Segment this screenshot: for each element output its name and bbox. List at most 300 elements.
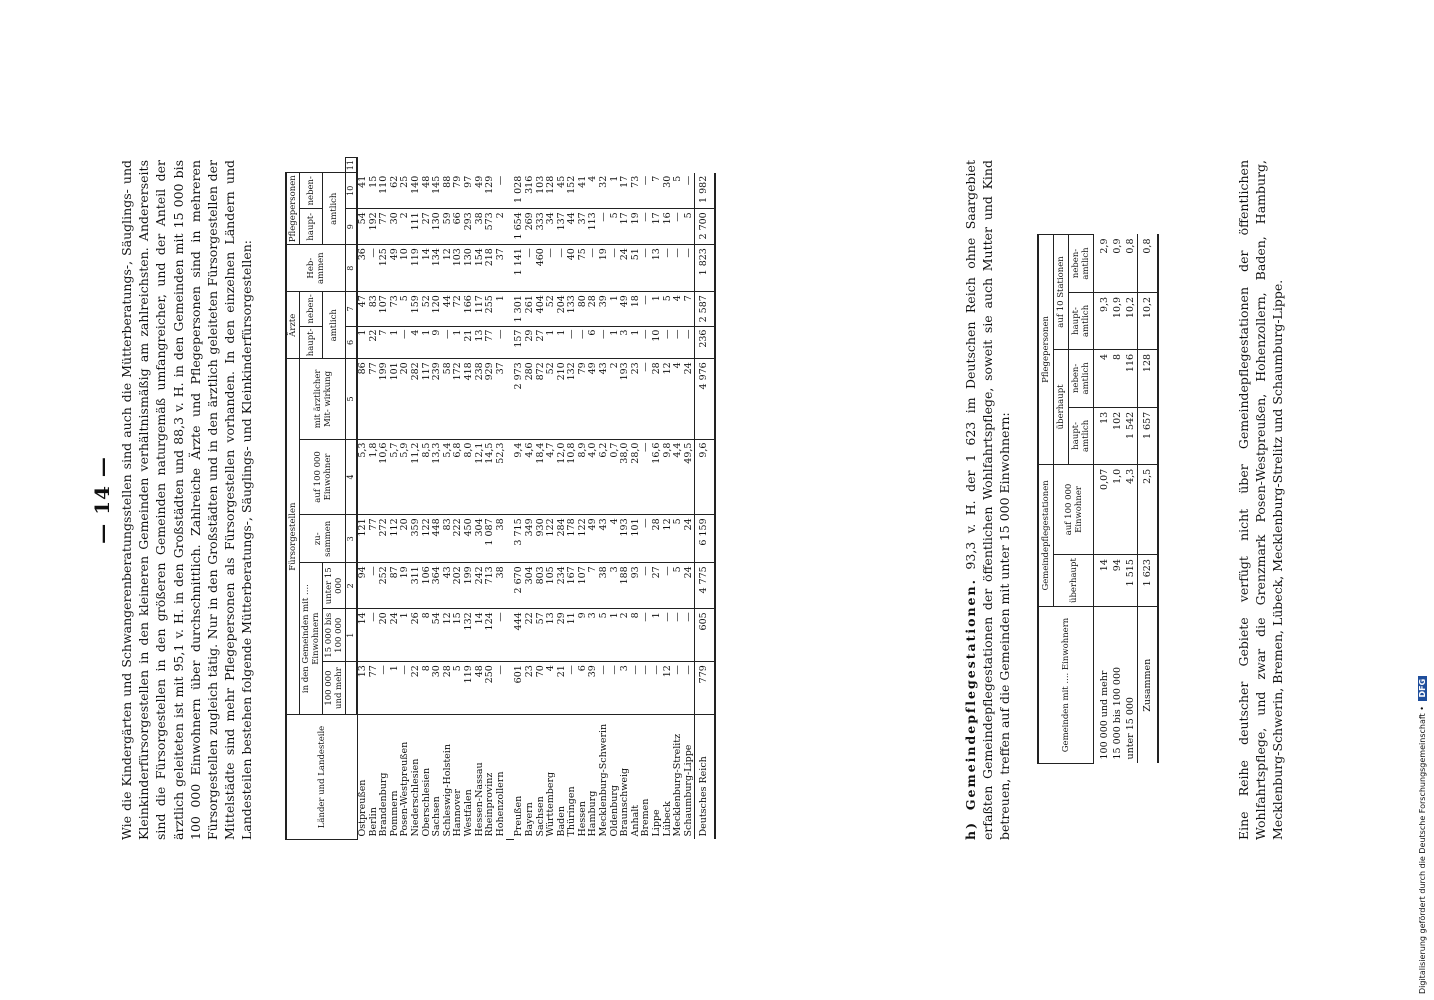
table-cell: 83 bbox=[369, 292, 380, 326]
table-row bbox=[357, 158, 369, 840]
row-label: unter 15 000 bbox=[1124, 607, 1138, 764]
row-label: Westfalen bbox=[464, 715, 475, 840]
table-cell: 4 bbox=[588, 173, 599, 209]
table-cell: 107 bbox=[379, 292, 390, 326]
header-aerzte: Ärzte bbox=[286, 292, 300, 359]
total-cell: 605 bbox=[695, 609, 715, 662]
table-cell: 43 bbox=[599, 515, 610, 563]
table-cell: 6,8 bbox=[453, 439, 464, 515]
final-paragraph: Eine Reihe deutscher Gebiete verfügt nicht über Gemeindepflegestationen der öffentlichen Wohlfahrtspflege, und zwar die Grenzmark Posen-Westpreußen, Hohenzollern, Baden, Hamburg, Mecklenburg-Schwerin, Bremen, Lübeck, Mecklenburg-Strelitz und Schaumburg-Lippe. bbox=[1236, 160, 1286, 840]
table-cell: 14,5 bbox=[485, 439, 496, 515]
row-label: Rheinprovinz bbox=[485, 715, 496, 840]
total-cell: 9,6 bbox=[695, 439, 715, 515]
table-cell: — bbox=[525, 245, 536, 292]
table-cell: 54 bbox=[357, 209, 369, 245]
table-cell: 9,8 bbox=[663, 439, 674, 515]
total-cell: 1 823 bbox=[695, 245, 715, 292]
table-cell: 3 bbox=[620, 326, 631, 359]
table-cell: — bbox=[673, 662, 684, 715]
header-100000-und-mehr: 100 000 und mehr bbox=[323, 662, 346, 715]
column-number: 10 bbox=[346, 173, 358, 209]
table-cell: 5 bbox=[663, 292, 674, 326]
table-cell: 1 028 bbox=[514, 173, 525, 209]
table-cell: 5 bbox=[673, 173, 684, 209]
table-cell: 93 bbox=[631, 563, 642, 609]
table-cell: 117 bbox=[475, 292, 486, 326]
row-label: Brandenburg bbox=[379, 715, 390, 840]
table-cell: 19 bbox=[631, 209, 642, 245]
table-cell: 28,0 bbox=[631, 439, 642, 515]
table-cell: 140 bbox=[411, 173, 422, 209]
table-cell: 5,9 bbox=[400, 439, 411, 515]
table-cell: 39 bbox=[588, 662, 599, 715]
table-cell: 38 bbox=[496, 563, 507, 609]
table-cell: 450 bbox=[464, 515, 475, 563]
table-cell: 9,3 bbox=[1094, 292, 1112, 349]
table-cell: 28 bbox=[652, 515, 663, 563]
table-cell: 5 bbox=[453, 662, 464, 715]
table-cell: 573 bbox=[485, 209, 496, 245]
table-cell: 24 bbox=[684, 515, 695, 563]
table-cell: — bbox=[641, 326, 652, 359]
table-cell: 112 bbox=[390, 515, 401, 563]
table-cell: 128 bbox=[546, 173, 557, 209]
row-label: 100 000 und mehr bbox=[1094, 607, 1112, 764]
table-cell: 130 bbox=[432, 209, 443, 245]
table-cell: 199 bbox=[464, 563, 475, 609]
table-cell: — bbox=[610, 245, 621, 292]
total-cell: 4 775 bbox=[695, 563, 715, 609]
table-cell: 2 bbox=[610, 359, 621, 439]
table-cell: 3 bbox=[610, 563, 621, 609]
table-cell: 282 bbox=[411, 359, 422, 439]
header-pflege-neben: neben- bbox=[300, 173, 323, 209]
row-label: Oberschlesien bbox=[422, 715, 433, 840]
table-cell: 2 670 bbox=[514, 563, 525, 609]
table-cell: — bbox=[684, 609, 695, 662]
row-label: Schaumburg-Lippe bbox=[684, 715, 695, 840]
t2-header-auf-100000: auf 100 000 Einwohner bbox=[1054, 464, 1094, 554]
table-cell: 1 087 bbox=[485, 515, 496, 563]
table-cell: 222 bbox=[453, 515, 464, 563]
table-cell: 8,9 bbox=[578, 439, 589, 515]
table-cell: 113 bbox=[588, 209, 599, 245]
table-cell: 16 bbox=[663, 209, 674, 245]
table-cell: 30 bbox=[432, 662, 443, 715]
table-row bbox=[525, 158, 536, 840]
table-cell: 57 bbox=[536, 609, 547, 662]
table-cell: 125 bbox=[379, 245, 390, 292]
table-cell: 404 bbox=[536, 292, 547, 326]
table-cell: 79 bbox=[578, 359, 589, 439]
table-cell: 103 bbox=[453, 245, 464, 292]
table-cell: 6 bbox=[588, 326, 599, 359]
table-cell: 26 bbox=[411, 609, 422, 662]
header-15000-bis-100000: 15 000 bis 100 000 bbox=[323, 609, 346, 662]
column-number: 3 bbox=[346, 515, 358, 563]
table-cell: 333 bbox=[536, 209, 547, 245]
table-cell: — bbox=[631, 662, 642, 715]
table-cell: 7 bbox=[588, 563, 599, 609]
table-cell: 166 bbox=[464, 292, 475, 326]
total-cell: 2,5 bbox=[1138, 464, 1159, 554]
table-cell: 14 bbox=[475, 609, 486, 662]
table-cell: — bbox=[369, 563, 380, 609]
table-row bbox=[496, 158, 507, 840]
table-cell: — bbox=[673, 326, 684, 359]
table-cell: 18,4 bbox=[536, 439, 547, 515]
table-cell: 24 bbox=[620, 245, 631, 292]
total-row bbox=[1138, 235, 1159, 764]
header-aerzte-neben: neben- bbox=[300, 292, 323, 326]
table-cell: 37 bbox=[496, 245, 507, 292]
table-cell: 43 bbox=[443, 563, 454, 609]
table-cell: 4 bbox=[1094, 349, 1112, 407]
table-cell: 47 bbox=[357, 292, 369, 326]
table-row bbox=[684, 158, 695, 840]
row-label: Lübeck bbox=[663, 715, 674, 840]
table-cell: 304 bbox=[475, 515, 486, 563]
table-cell: 154 bbox=[475, 245, 486, 292]
table-cell: 145 bbox=[432, 173, 443, 209]
row-label: Hohenzollern bbox=[496, 715, 507, 840]
table-cell: 1 bbox=[496, 292, 507, 326]
total-label: Deutsches Reich bbox=[695, 715, 715, 840]
table-cell: 167 bbox=[567, 563, 578, 609]
table-cell: 8 bbox=[1111, 349, 1124, 407]
table-cell: 49 bbox=[588, 359, 599, 439]
column-number: 4 bbox=[346, 439, 358, 515]
table-cell: 17 bbox=[620, 209, 631, 245]
table-cell: 7 bbox=[652, 173, 663, 209]
table-cell: 129 bbox=[485, 173, 496, 209]
total-row bbox=[695, 158, 715, 840]
gemeindepflegestationen-table-body bbox=[1094, 235, 1159, 764]
total-cell: 1 982 bbox=[695, 173, 715, 209]
table-cell: 9,4 bbox=[514, 439, 525, 515]
table-cell: 24 bbox=[684, 359, 695, 439]
total-cell: 236 bbox=[695, 326, 715, 359]
table-cell: — bbox=[400, 662, 411, 715]
table-cell: 70 bbox=[536, 662, 547, 715]
table-cell: 803 bbox=[536, 563, 547, 609]
column-number: 8 bbox=[346, 245, 358, 292]
table-row bbox=[673, 158, 684, 840]
table-cell: 1 bbox=[390, 326, 401, 359]
table-cell: 250 bbox=[485, 662, 496, 715]
table-cell: 27 bbox=[536, 326, 547, 359]
table-cell: 132 bbox=[464, 609, 475, 662]
section-h-title: h) Gemeindepflegestationen. bbox=[963, 578, 978, 840]
page-number: — 14 — bbox=[90, 456, 114, 544]
table-cell: 133 bbox=[567, 292, 578, 326]
table-cell: 444 bbox=[514, 609, 525, 662]
table-cell: 94 bbox=[1111, 555, 1124, 607]
table-cell: — bbox=[546, 245, 557, 292]
table-cell: 13 bbox=[1094, 407, 1112, 464]
table-cell: 1 bbox=[422, 326, 433, 359]
gemeindepflegestationen-table bbox=[1037, 234, 1159, 764]
total-cell: 1 623 bbox=[1138, 555, 1159, 607]
table-cell: 88 bbox=[443, 173, 454, 209]
table-cell: 193 bbox=[620, 515, 631, 563]
table-cell: 29 bbox=[525, 326, 536, 359]
table-cell: 1 bbox=[610, 173, 621, 209]
header-aerzte-haupt: haupt- bbox=[300, 326, 323, 359]
table-row bbox=[599, 158, 610, 840]
table-cell: 12 bbox=[663, 662, 674, 715]
table-cell: — bbox=[641, 563, 652, 609]
table-cell: 49,5 bbox=[684, 439, 695, 515]
table-cell: 12 bbox=[443, 609, 454, 662]
table-cell: 32 bbox=[599, 173, 610, 209]
table-cell: — bbox=[496, 662, 507, 715]
table-cell: 12 bbox=[663, 515, 674, 563]
header-laender: Länder und Landesteile bbox=[286, 715, 357, 840]
table-cell: 52 bbox=[546, 292, 557, 326]
table-cell: — bbox=[663, 326, 674, 359]
table-cell: 5,3 bbox=[357, 439, 369, 515]
table-cell: — bbox=[567, 662, 578, 715]
table-cell: 6 bbox=[578, 662, 589, 715]
table-cell: 14 bbox=[1094, 555, 1112, 607]
table-cell: 0,7 bbox=[610, 439, 621, 515]
table-cell: — bbox=[652, 662, 663, 715]
table-cell: 30 bbox=[663, 173, 674, 209]
table-cell: — bbox=[641, 662, 652, 715]
table-cell: 43 bbox=[599, 359, 610, 439]
table-cell: 22 bbox=[411, 662, 422, 715]
table-cell: — bbox=[610, 662, 621, 715]
table-cell: 7 bbox=[379, 326, 390, 359]
table-cell: 8 bbox=[422, 609, 433, 662]
dfg-logo: DFG bbox=[1418, 676, 1427, 701]
table-cell: 202 bbox=[453, 563, 464, 609]
table-cell: 1 bbox=[631, 326, 642, 359]
table-cell: 172 bbox=[453, 359, 464, 439]
table-cell: 157 bbox=[514, 326, 525, 359]
table-cell: — bbox=[599, 662, 610, 715]
table-cell: 0,07 bbox=[1094, 464, 1112, 554]
table-cell: 5 bbox=[610, 209, 621, 245]
table-cell: 5,7 bbox=[390, 439, 401, 515]
table-cell: 59 bbox=[443, 209, 454, 245]
table-cell: — bbox=[496, 173, 507, 209]
t2-header-gemeinden: Gemeinden mit .... Einwohnern bbox=[1038, 607, 1094, 764]
table-cell: 239 bbox=[432, 359, 443, 439]
table-cell: — bbox=[400, 326, 411, 359]
row-label: Hessen-Nassau bbox=[475, 715, 486, 840]
table-cell: 86 bbox=[357, 359, 369, 439]
row-label: Berlin bbox=[369, 715, 380, 840]
row-label: Mecklenburg-Strelitz bbox=[673, 715, 684, 840]
table-cell: 930 bbox=[536, 515, 547, 563]
table-cell: 9 bbox=[432, 326, 443, 359]
row-label: Niederschlesien bbox=[411, 715, 422, 840]
row-label: Sachsen bbox=[432, 715, 443, 840]
table-cell: 15 bbox=[369, 173, 380, 209]
table-cell: 460 bbox=[536, 245, 547, 292]
table-cell: 1 515 bbox=[1124, 555, 1138, 607]
table-cell: 12,0 bbox=[557, 439, 568, 515]
table-cell: 3 715 bbox=[514, 515, 525, 563]
table-cell: 132 bbox=[567, 359, 578, 439]
table-cell: 0,8 bbox=[1124, 235, 1138, 293]
row-label: Oldenburg bbox=[610, 715, 621, 840]
row-label: Hannover bbox=[453, 715, 464, 840]
table-cell: 4,3 bbox=[1124, 464, 1138, 554]
table-cell: 37 bbox=[496, 359, 507, 439]
table-cell: — bbox=[663, 609, 674, 662]
table-cell: 52 bbox=[546, 359, 557, 439]
table-row bbox=[514, 158, 525, 840]
table-cell: — bbox=[379, 662, 390, 715]
table-cell: 1 bbox=[610, 292, 621, 326]
table-cell: 311 bbox=[411, 563, 422, 609]
table-cell: 4 bbox=[610, 515, 621, 563]
table-cell: 122 bbox=[422, 515, 433, 563]
table-cell: 27 bbox=[422, 209, 433, 245]
table-cell: 13,3 bbox=[432, 439, 443, 515]
table-cell: — bbox=[496, 609, 507, 662]
dfg-credit-text: Digitalisierung gefördert durch die Deutsche Forschungsgemeinschaft bbox=[1418, 713, 1427, 994]
table-cell: 8,5 bbox=[422, 439, 433, 515]
table-cell: 12 bbox=[443, 245, 454, 292]
table-cell: 3 bbox=[588, 609, 599, 662]
table-cell: 1 bbox=[390, 662, 401, 715]
total-cell: 2 587 bbox=[695, 292, 715, 326]
table-row bbox=[578, 158, 589, 840]
table-cell: 872 bbox=[536, 359, 547, 439]
table-cell: — bbox=[673, 245, 684, 292]
table-cell: 18 bbox=[631, 292, 642, 326]
table-row bbox=[1094, 235, 1112, 764]
table-cell: 2 bbox=[400, 209, 411, 245]
table-cell: 58 bbox=[443, 359, 454, 439]
table-row bbox=[631, 158, 642, 840]
table-cell: 1 bbox=[357, 326, 369, 359]
t2-header-pflege-ueberhaupt: überhaupt bbox=[1054, 349, 1069, 464]
header-auf-100000: auf 100 000 Einwohner bbox=[300, 439, 346, 515]
header-zusammen: zu- sammen bbox=[300, 515, 346, 563]
table-cell: — bbox=[663, 245, 674, 292]
table-cell: 52,3 bbox=[496, 439, 507, 515]
table-cell: 77 bbox=[485, 326, 496, 359]
table-cell: 119 bbox=[411, 245, 422, 292]
table-cell: 8 bbox=[631, 609, 642, 662]
table-cell: 188 bbox=[620, 563, 631, 609]
table-cell: 252 bbox=[379, 563, 390, 609]
table-cell: — bbox=[641, 515, 652, 563]
table-cell: 3 bbox=[620, 662, 631, 715]
table-cell: — bbox=[557, 245, 568, 292]
table-cell: 62 bbox=[390, 173, 401, 209]
table-cell: 27 bbox=[652, 563, 663, 609]
row-label: Hessen bbox=[578, 715, 589, 840]
column-number: 6 bbox=[346, 326, 358, 359]
table-cell: 1 bbox=[610, 326, 621, 359]
table-cell: 73 bbox=[390, 292, 401, 326]
table-cell: 44 bbox=[443, 292, 454, 326]
table-cell: 316 bbox=[525, 173, 536, 209]
table-cell: 20 bbox=[400, 515, 411, 563]
dfg-credit-line: Digitalisierung gefördert durch die Deutsche Forschungsgemeinschaft • DFG bbox=[1418, 676, 1427, 994]
table-cell: 242 bbox=[475, 563, 486, 609]
table-cell: 52 bbox=[422, 292, 433, 326]
table-cell: 152 bbox=[567, 173, 578, 209]
table-cell: — bbox=[578, 326, 589, 359]
table-cell: 5 bbox=[400, 292, 411, 326]
table-cell: — bbox=[641, 359, 652, 439]
row-label: Lippe bbox=[652, 715, 663, 840]
header-unter-15000: unter 15 000 bbox=[323, 563, 346, 609]
table-cell: 418 bbox=[464, 359, 475, 439]
header-aerzte-amtlich: amtlich bbox=[323, 292, 346, 359]
table-cell: 24 bbox=[390, 609, 401, 662]
table-cell: 77 bbox=[379, 209, 390, 245]
table-cell: 54 bbox=[432, 609, 443, 662]
total-cell: 4 976 bbox=[695, 359, 715, 439]
table-cell: 15 bbox=[453, 609, 464, 662]
table-cell: 1 542 bbox=[1124, 407, 1138, 464]
table-cell: 178 bbox=[567, 515, 578, 563]
row-label: Württemberg bbox=[546, 715, 557, 840]
table-cell: 1 141 bbox=[514, 245, 525, 292]
table-cell: 41 bbox=[357, 173, 369, 209]
column-number: 11 bbox=[346, 158, 358, 173]
table-cell: 94 bbox=[357, 563, 369, 609]
row-label: Bremen bbox=[641, 715, 652, 840]
table-cell: 22 bbox=[369, 326, 380, 359]
table-cell: 49 bbox=[475, 173, 486, 209]
total-cell: 10,2 bbox=[1138, 292, 1159, 349]
table-cell: 72 bbox=[453, 292, 464, 326]
total-cell: 128 bbox=[1138, 349, 1159, 407]
table-cell: 77 bbox=[369, 662, 380, 715]
table-cell: 83 bbox=[443, 515, 454, 563]
total-cell: 2 700 bbox=[695, 209, 715, 245]
table-cell: 22 bbox=[525, 609, 536, 662]
table-cell: — bbox=[641, 292, 652, 326]
table-cell: — bbox=[369, 609, 380, 662]
table-row bbox=[546, 158, 557, 840]
table-cell: 38 bbox=[599, 563, 610, 609]
table-row bbox=[1111, 235, 1124, 764]
table-cell: 120 bbox=[432, 292, 443, 326]
table-cell: 10,2 bbox=[1124, 292, 1138, 349]
table-cell: 75 bbox=[578, 245, 589, 292]
table-cell: 10,9 bbox=[1111, 292, 1124, 349]
table-cell: — bbox=[641, 209, 652, 245]
table-cell: 2 bbox=[496, 209, 507, 245]
table-cell: 2,9 bbox=[1094, 235, 1112, 293]
table-cell: 48 bbox=[475, 662, 486, 715]
table-cell: 261 bbox=[525, 292, 536, 326]
table-cell: 38 bbox=[496, 515, 507, 563]
fuersorgestellen-table bbox=[285, 157, 716, 840]
colno-blank bbox=[346, 662, 358, 715]
table-cell: 110 bbox=[379, 173, 390, 209]
table-cell: 10 bbox=[400, 245, 411, 292]
row-label: 15 000 bis 100 000 bbox=[1111, 607, 1124, 764]
table-cell: 293 bbox=[464, 209, 475, 245]
table-row bbox=[411, 158, 422, 840]
table-cell: 1 654 bbox=[514, 209, 525, 245]
header-fuersorgestellen: Fürsorgestellen bbox=[286, 359, 300, 715]
table-cell: 79 bbox=[453, 173, 464, 209]
table-cell: 1,0 bbox=[1111, 464, 1124, 554]
table-cell: 38,0 bbox=[620, 439, 631, 515]
